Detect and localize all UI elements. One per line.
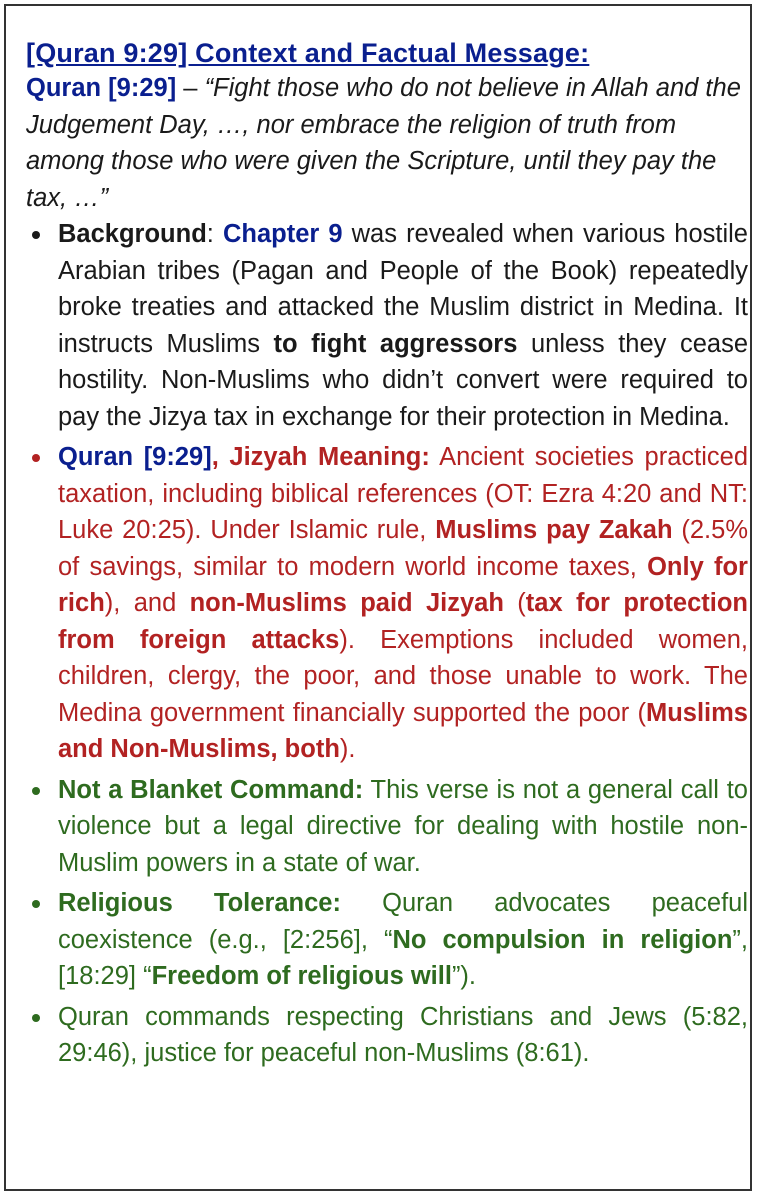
bullet-dot-icon <box>32 454 40 462</box>
bullet-list <box>26 216 748 1072</box>
bullet-jizyah-bold-4: tax for protection from foreign attacks <box>58 589 748 654</box>
bullet-jizyah <box>26 439 748 768</box>
bullet-jizyah-label: , Jizyah Meaning: <box>211 443 430 471</box>
bullet-tolerance-bold-1: No compulsion in religion <box>392 925 733 954</box>
bullet-jizyah-text-6: ). <box>339 735 356 763</box>
bullet-tolerance-bold-2: Freedom of religious will <box>151 962 452 990</box>
bullet-jizyah-text-1: Ancient societies practiced taxation, including biblical references (OT: Ezra 4:20 and NT: Luke 20:25). Under Islamic rule, <box>58 443 748 544</box>
bullet-background <box>26 216 748 435</box>
bullet-background-bold-1: to fight aggressors <box>273 329 518 358</box>
bullet-background-colon: : <box>206 220 223 248</box>
bullet-tolerance <box>26 885 748 995</box>
bullet-jizyah-text-3: ), and <box>104 589 190 617</box>
bullet-respect-text: Quran commands respecting Christians and Jews (5:82, 29:46), justice for peaceful non-Muslims (8:61). <box>58 1002 748 1067</box>
intro-ref: Quran [9:29] <box>26 74 177 102</box>
bullet-jizyah-text-2: (2.5% of savings, similar to modern world income taxes, <box>58 516 748 581</box>
bullet-tolerance-text-1: Quran advocates peaceful coexistence (e.g., [2:256], “ <box>58 889 749 954</box>
bullet-not-blanket-text: This verse is not a general call to violence but a legal directive for dealing with hostile non-Muslim powers in a state of war. <box>58 775 748 877</box>
slide-frame <box>4 4 752 1191</box>
bullet-jizyah-text-5: ). Exemptions included women, children, clergy, the poor, and those unable to work. The Medina government financially supported the poor ( <box>58 625 749 727</box>
bullet-jizyah-bold-5: Muslims and Non-Muslims, both <box>58 698 748 763</box>
bullet-background-text-1: was revealed when various hostile Arabian tribes (Pagan and People of the Book) repeatedly broke treaties and attacked the Muslim district in Medina. It instructs Muslims <box>58 220 748 358</box>
slide-content <box>26 36 748 1076</box>
bullet-background-chapter: Chapter 9 <box>222 220 343 248</box>
intro-quote: “Fight those who do not believe in Allah and the Judgement Day, …, nor embrace the religion of truth from among those who were given the Scripture, until they pay the tax, …” <box>26 74 741 212</box>
bullet-background-label: Background <box>58 220 207 248</box>
slide-title: [Quran 9:29] Context and Factual Message: <box>26 38 590 68</box>
intro-verse <box>26 70 748 216</box>
bullet-not-blanket-label: Not a Blanket Command: <box>58 775 364 804</box>
bullet-tolerance-label: Religious Tolerance: <box>58 889 341 917</box>
intro-dash: – <box>176 74 205 102</box>
bullet-background-text-2: unless they cease hostility. Non-Muslims who didn’t convert were required to pay the Jizya tax in exchange for their protection in Medina. <box>58 329 748 431</box>
bullet-tolerance-text-3: ”). <box>451 962 477 990</box>
bullet-jizyah-ref: Quran [9:29] <box>58 443 212 471</box>
bullet-dot-icon <box>32 900 40 908</box>
bullet-dot-icon <box>32 1014 40 1022</box>
bullet-dot-icon <box>32 231 40 239</box>
bullet-respect <box>26 999 748 1072</box>
bullet-jizyah-text-4: ( <box>503 589 526 617</box>
bullet-tolerance-text-2: ”, [18:29] “ <box>58 925 748 990</box>
bullet-jizyah-bold-2: Only for rich <box>58 552 748 617</box>
bullet-jizyah-bold-3: non-Muslims paid Jizyah <box>189 589 504 617</box>
bullet-not-blanket <box>26 772 748 882</box>
bullet-dot-icon <box>32 787 40 795</box>
bullet-jizyah-bold-1: Muslims pay Zakah <box>435 516 673 544</box>
